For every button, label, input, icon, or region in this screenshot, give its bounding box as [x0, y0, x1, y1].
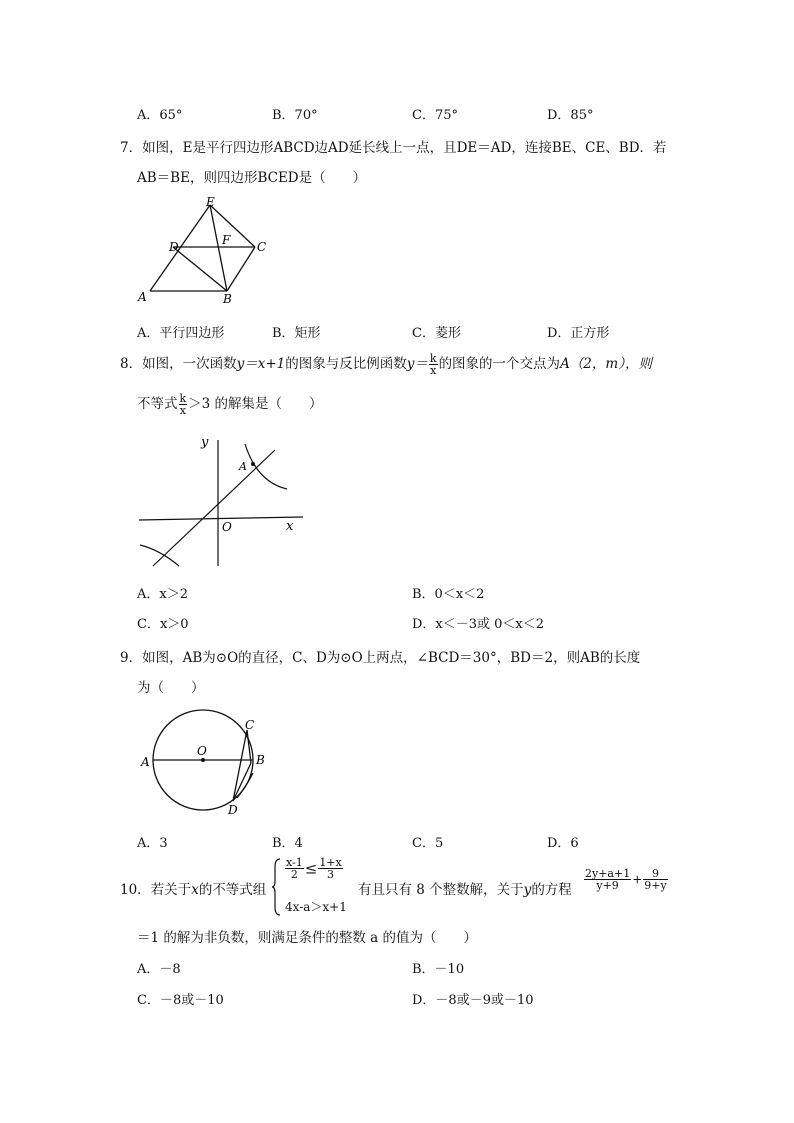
q6-option-c: C．75° [412, 108, 458, 123]
q7-label-d: D [169, 240, 179, 254]
q7-parallelogram-figure [130, 193, 280, 308]
q9-option-c: C．5 [412, 836, 444, 851]
q10-ineq-op: ≤ [304, 859, 318, 878]
q10-inequality-row1 [284, 857, 344, 880]
q10-option-a: A．－8 [137, 962, 181, 977]
q8-text-e: 的图象的一个交点为 [438, 356, 561, 372]
q10-eq-num1: 2y+a+1 [585, 867, 631, 880]
q9-option-a: A．3 [137, 836, 168, 851]
q8-label-x: x [286, 519, 294, 534]
q9-label-d: D [228, 803, 238, 817]
q8-frac-num: k [429, 352, 437, 365]
q10-ineq-right-frac [318, 857, 342, 880]
q10-text-b: 的不等式组 [198, 882, 267, 898]
q10-text-c: 有且只有 8 个整数解，关于 [358, 882, 524, 898]
q8-fraction-k-x [429, 353, 438, 376]
q8-frac-den: x [430, 364, 437, 377]
q7-label-a: A [138, 290, 147, 304]
q8-label-a: A [239, 460, 247, 473]
q7-option-b: B．矩形 [272, 326, 321, 341]
q10-ineq-left-den: 2 [285, 868, 304, 880]
q8-option-b: B．0＜x＜2 [412, 587, 485, 602]
q10-var-y: y [523, 882, 532, 898]
q6-option-b: B．70° [272, 108, 318, 123]
q10-ineq-right-den: 3 [318, 868, 342, 880]
q7-label-e: E [206, 195, 215, 209]
q8-graph-figure [135, 432, 310, 572]
q10-ineq-left-num: x-1 [286, 856, 303, 869]
q9-stem-line1: 9．如图，AB为⊙O的直径，C、D为⊙O上两点，∠BCD＝30°，BD＝2，则AB的长度 [120, 650, 641, 666]
q9-option-b: B．4 [272, 836, 303, 851]
q10-stem-middle [358, 878, 572, 898]
q9-label-a: A [141, 755, 150, 769]
q7-label-f: F [222, 233, 231, 247]
q7-stem-line1: 7．如图，E是平行四边形ABCD边AD延长线上一点，且DE＝AD，连接BE、CE、BD．若 [120, 140, 667, 156]
q10-eq-den1: y+9 [584, 879, 631, 891]
q8-inverse-fn: y＝ [406, 356, 428, 372]
q8-frac2-num: k [179, 392, 187, 405]
q8-frac2-den: x [179, 404, 186, 417]
q7-option-a: A．平行四边形 [137, 326, 225, 341]
q8-text-a: 8．如图，一次函数 [120, 356, 237, 372]
q10-eq-num2: 9 [651, 867, 659, 880]
q9-label-c: C [245, 718, 255, 732]
q8-linear-fn: y＝x+1 [236, 356, 286, 372]
q10-text-a: 10．若关于 [120, 882, 192, 898]
q10-equation [583, 868, 669, 891]
q9-label-o: O [197, 744, 207, 758]
q8-text-c: 的图象与反比例函数 [285, 356, 407, 372]
q10-eq-frac2 [643, 868, 667, 891]
q9-label-b: B [256, 753, 265, 767]
q8-label-o: O [222, 520, 232, 534]
q10-option-c: C．－8或－10 [137, 993, 224, 1008]
q8-text-line2b: ＞3 的解集是（ ） [188, 396, 323, 412]
q8-option-a: A．x＞2 [137, 587, 188, 602]
q10-text-d: 的方程 [531, 882, 572, 898]
q8-point-a: A（2，m），则 [560, 356, 652, 372]
q8-fraction-k-x-2 [179, 393, 188, 416]
q8-text-line2a: 不等式 [137, 396, 178, 412]
q8-stem-line1 [120, 352, 652, 376]
q7-stem-line2: AB＝BE，则四边形BCED是（ ） [137, 170, 367, 186]
q10-eq-den2: 9+y [644, 879, 667, 892]
q10-stem-line2: ＝1 的解为非负数，则满足条件的整数 a 的值为（ ） [137, 930, 478, 946]
q9-circle-figure [135, 703, 275, 818]
q10-stem-lead [120, 878, 266, 898]
q10-var-x: x [191, 882, 199, 898]
q8-stem-line2 [137, 392, 323, 416]
q10-inequality-row2: 4x-a＞x+1 [285, 900, 347, 914]
q10-option-b: B．－10 [412, 962, 465, 977]
q7-label-c: C [257, 240, 267, 254]
q10-eq-frac1 [584, 868, 631, 891]
q10-ineq-left-frac [285, 857, 304, 880]
q8-option-d: D．x＜－3或 0＜x＜2 [412, 617, 545, 632]
q6-option-a: A．65° [137, 108, 183, 123]
q7-option-c: C．菱形 [412, 326, 461, 341]
q6-option-d: D．85° [547, 108, 594, 123]
q9-stem-line2: 为（ ） [137, 680, 205, 696]
q10-ineq-right-num: 1+x [319, 856, 342, 869]
q10-option-d: D．－8或－9或－10 [412, 993, 534, 1008]
q8-label-y: y [201, 435, 209, 450]
q10-eq-plus: + [632, 872, 643, 887]
q7-option-d: D．正方形 [547, 326, 610, 341]
q7-label-b: B [223, 292, 232, 306]
q9-option-d: D．6 [547, 836, 579, 851]
q10-left-brace-icon [272, 857, 282, 917]
q8-option-c: C．x＞0 [137, 617, 189, 632]
